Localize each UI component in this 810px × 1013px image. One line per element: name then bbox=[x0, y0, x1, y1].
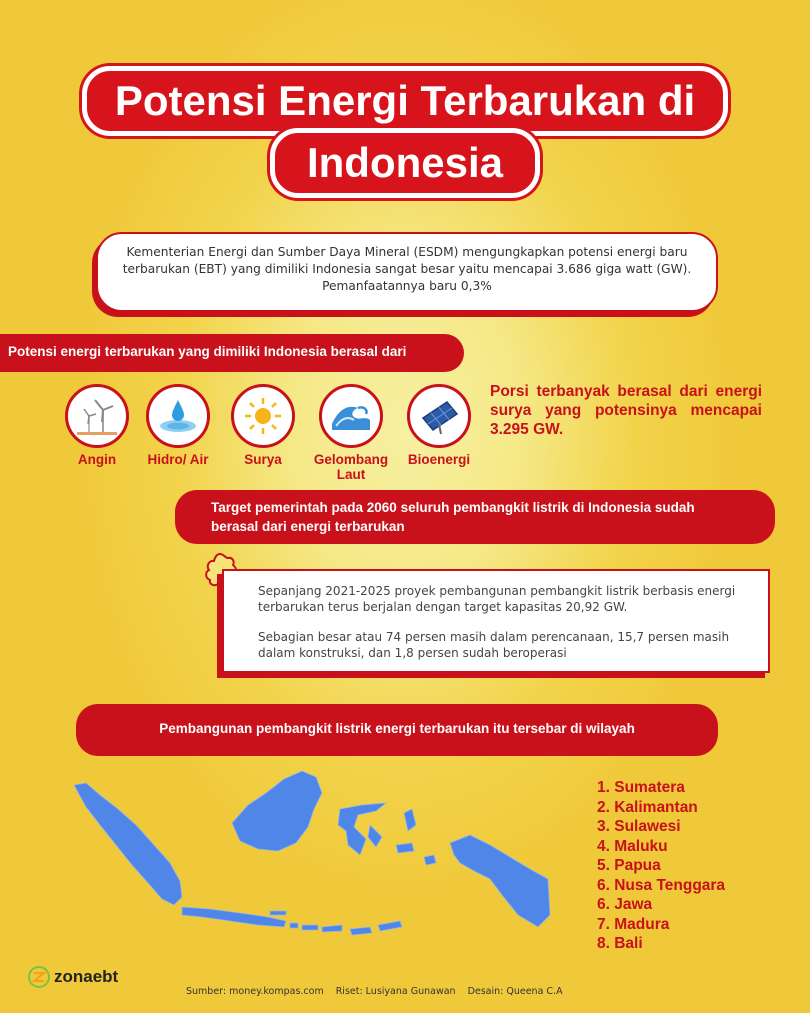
energy-source-surya bbox=[228, 384, 298, 467]
info-paragraph-2: Sebagian besar atau 74 persen masih dalam perencanaan, 15,7 persen masih dalam konstruksi, dan 1,8 persen sudah beroperasi bbox=[258, 630, 730, 660]
page-title-line1: Potensi Energi Terbarukan di bbox=[82, 66, 728, 136]
map-jawa bbox=[182, 907, 286, 927]
region-item: 5. Papua bbox=[597, 857, 661, 874]
porsi-highlight: Porsi terbanyak berasal dari energi surya yang potensinya mencapai 3.295 GW. bbox=[490, 383, 762, 438]
region-item: 3. Sulawesi bbox=[597, 818, 681, 835]
footer-source: Sumber: money.kompas.com bbox=[186, 986, 324, 997]
footer-desain: Desain: Queena C.A bbox=[467, 986, 563, 997]
water-drop-icon bbox=[146, 384, 210, 448]
energy-source-angin bbox=[62, 384, 132, 467]
energy-label-surya: Surya bbox=[244, 452, 282, 467]
region-item: 8. Bali bbox=[597, 935, 643, 952]
brand-name: zonaebt bbox=[54, 967, 119, 986]
target-banner: Target pemerintah pada 2060 seluruh pembangkit listrik di Indonesia sudah berasal dari energi terbarukan bbox=[175, 490, 775, 544]
map-sumatera bbox=[74, 783, 182, 905]
energy-label-gelombang: Gelombang Laut bbox=[313, 452, 389, 482]
page-title-line2: Indonesia bbox=[270, 128, 540, 198]
region-item: 6. Jawa bbox=[597, 896, 653, 913]
sources-banner: Potensi energi terbarukan yang dimiliki Indonesia berasal dari bbox=[0, 334, 464, 372]
region-item: 2. Kalimantan bbox=[597, 798, 698, 816]
energy-source-gelombang bbox=[306, 384, 396, 482]
title-block bbox=[80, 66, 730, 190]
intro-box: Kementerian Energi dan Sumber Daya Mineral (ESDM) mengungkapkan potensi energi baru terbarukan (EBT) yang dimiliki Indonesia sangat besar yaitu mencapai 3.686 giga watt (GW). Pemanfaatannya baru 0,3% bbox=[96, 232, 718, 312]
map-bali bbox=[290, 923, 298, 928]
map-madura bbox=[270, 911, 286, 915]
region-item: 4. Maluku bbox=[597, 837, 668, 855]
zonaebt-logo-icon bbox=[28, 966, 50, 988]
sun-icon bbox=[231, 384, 295, 448]
energy-label-angin: Angin bbox=[77, 452, 117, 467]
map-nusa-tenggara bbox=[302, 925, 318, 930]
regions-banner: Pembangunan pembangkit listrik energi terbarukan itu tersebar di wilayah bbox=[76, 704, 718, 756]
wave-icon bbox=[319, 384, 383, 448]
footer-credits bbox=[186, 986, 563, 997]
info-paragraph-1: Sepanjang 2021-2025 proyek pembangunan pembangkit listrik berbasis energi terbarukan terus berjalan dengan target kapasitas 20,92 GW. bbox=[258, 584, 736, 614]
energy-source-hidro bbox=[140, 384, 216, 467]
brand-logo bbox=[28, 966, 118, 988]
indonesia-map bbox=[70, 765, 560, 940]
map-kalimantan bbox=[232, 771, 322, 851]
footer-riset: Riset: Lusiyana Gunawan bbox=[335, 986, 456, 997]
solar-panel-icon bbox=[407, 384, 471, 448]
wind-turbine-icon bbox=[65, 384, 129, 448]
map-sulawesi bbox=[338, 803, 386, 855]
region-item: 6. Nusa Tenggara bbox=[597, 876, 726, 894]
region-item: 1. Sumatera bbox=[597, 779, 685, 796]
energy-source-bioenergi bbox=[398, 384, 480, 467]
info-box bbox=[222, 569, 770, 673]
region-list bbox=[597, 778, 797, 954]
energy-label-hidro: Hidro/ Air bbox=[147, 452, 209, 467]
energy-label-bioenergi: Bioenergi bbox=[407, 452, 471, 467]
map-maluku bbox=[404, 809, 416, 831]
region-item: 7. Madura bbox=[597, 915, 670, 933]
map-papua bbox=[450, 835, 550, 927]
